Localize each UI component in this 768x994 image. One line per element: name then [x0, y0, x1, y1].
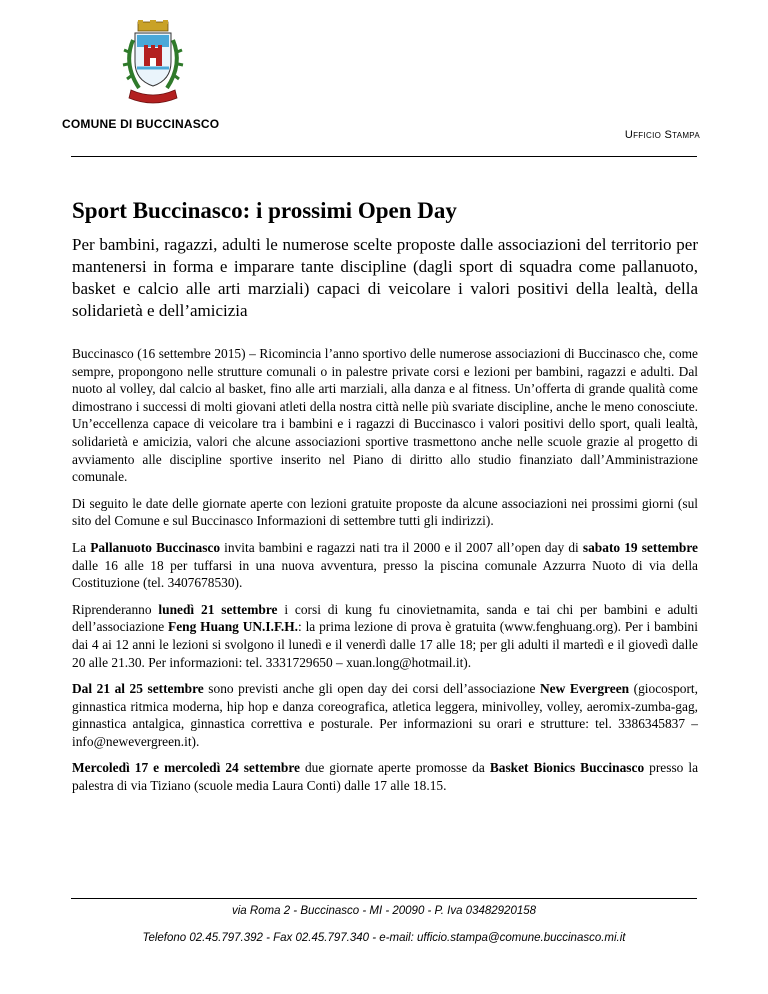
header-divider [71, 156, 697, 157]
organization-name: COMUNE DI BUCCINASCO [62, 117, 220, 131]
footer-divider [71, 898, 697, 899]
paragraph-kung-fu: Riprenderanno lunedì 21 settembre i corsi di kung fu cinovietnamita, sanda e tai chi per bambini e adulti dell’associazione Feng Huang UN.I.F.H.: la prima lezione di prova è gratuita (www.fenghuang.org). Per i bambini dai 4 ai 12 anni le lezioni si svolgono il lunedì e il venerdì dalle 17 alle 18; per gli adulti il martedì e il giovedì dalle 20 alle 21.30. Per informazioni: tel. 3331729650 – xuan.long@hotmail.it). [72, 601, 698, 670]
coat-of-arms-icon [117, 20, 189, 106]
paragraph-basket: Mercoledì 17 e mercoledì 24 settembre due giornate aperte promosse da Basket Bionics Buccinasco presso la palestra di via Tiziano (scuole media Laura Conti) dalle 17 alle 18.15. [72, 760, 699, 794]
paragraph-schedule-intro: Di seguito le date delle giornate aperte con lezioni gratuite proposte da alcune associazioni nei prossimi giorni (sul sito del Comune e sul Buccinasco Informazioni di settembre tutti gli indirizzi). [72, 495, 698, 529]
footer-contacts: Telefono 02.45.797.392 - Fax 02.45.797.340 - e-mail: ufficio.stampa@comune.buccinasco.mi.it [142, 932, 626, 944]
office-name: Ufficio Stampa [624, 129, 700, 141]
paragraph-pallanuoto: La Pallanuoto Buccinasco invita bambini e ragazzi nati tra il 2000 e il 2007 all’open day di sabato 19 settembre dalle 16 alle 18 per tuffarsi in una nuova avventura, presso la piscina comunale Azzurra Nuoto di via della Costituzione (tel. 3407678530). [72, 539, 698, 591]
footer-address: via Roma 2 - Buccinasco - MI - 20090 - P. Iva 03482920158 [231, 905, 537, 917]
article-title: Sport Buccinasco: i prossimi Open Day [72, 198, 457, 223]
article-body [72, 345, 698, 804]
article-subtitle: Per bambini, ragazzi, adulti le numerose scelte proposte dalle associazioni del territorio per mantenersi in forma e imparare tante discipline (dagli sport di squadra come pallanuoto, basket e calcio alle arti marziali) capaci di veicolare i valori positivi della lealtà, della solidarietà e dell’amicizia [72, 235, 698, 320]
paragraph-new-evergreen: Dal 21 al 25 settembre sono previsti anche gli open day dei corsi dell’associazione New Evergreen (giocosport, ginnastica ritmica moderna, hip hop e danza coreografica, atletica leggera, minivolley, volley, aeromix-zumba-gag, ginnastica antalgica, ginnastica correttiva e posturale. Per informazioni su orari e strutture: tel. 3386345837 – info@newevergreen.it). [72, 681, 698, 749]
paragraph-intro: Buccinasco (16 settembre 2015) – Ricomincia l’anno sportivo delle numerose associazioni di Buccinasco che, come sempre, propongono nelle strutture comunali o in palestre private corsi e lezioni per bambini, ragazzi e adulti. Dal nuoto al volley, dal calcio al basket, fino alle arti marziali, alla danza e al fitness. Un’offerta di grande qualità come dimostrano i successi di molti giovani atleti della nostra città nelle più svariate discipline, anche le meno conosciute. Un’eccellenza capace di veicolare tra i bambini e i ragazzi di Buccinasco i valori positivi dello sport, quali lealtà, solidarietà e amicizia, valori che alcune associazioni sportive trasmettono anche nelle scuole grazie al progetto di avviamento alle discipline sportive inserito nel Piano di diritto allo studio finanziato dall’Amministrazione comunale. [72, 346, 698, 485]
